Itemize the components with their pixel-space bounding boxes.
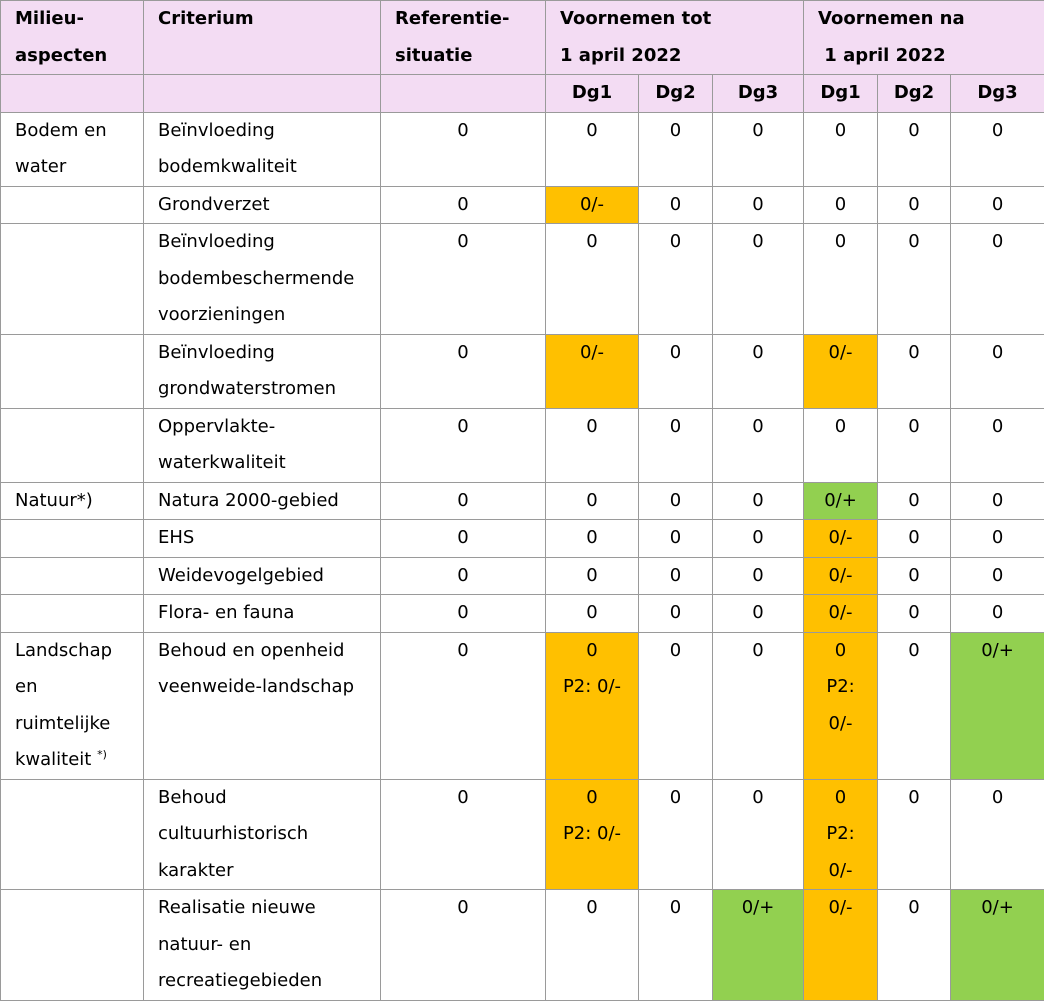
cell-na-dg2 (878, 186, 951, 224)
effect-score: 0/- (804, 595, 877, 632)
effect-score: 0 (804, 409, 877, 446)
effect-score: 0 (713, 335, 803, 372)
cell-tot-dg3 (713, 632, 804, 779)
cell-na-dg1 (804, 482, 878, 520)
criterium-line: Flora- en fauna (158, 595, 380, 632)
effect-score: 0 (381, 113, 545, 150)
effect-score: 0 (639, 113, 712, 150)
milieuaspect-line (15, 113, 143, 150)
effect-score: 0 (878, 409, 950, 446)
effect-score: 0 (713, 224, 803, 261)
criterium-line: karakter (158, 853, 380, 890)
criterium-line: EHS (158, 520, 380, 557)
cell-tot-dg1 (546, 334, 639, 408)
cell-criterium (144, 112, 381, 186)
cell-na-dg1 (804, 112, 878, 186)
subheader-empty (144, 75, 381, 113)
effect-score: 0/- (546, 335, 638, 372)
effect-score: 0 (713, 483, 803, 520)
effect-score: 0/- (804, 520, 877, 557)
cell-na-dg1 (804, 224, 878, 335)
effect-score: 0/- (804, 890, 877, 927)
cell-referentie (381, 557, 546, 595)
cell-na-dg3 (951, 632, 1044, 779)
effect-score: 0 (804, 633, 877, 670)
header-criterium-label: Criterium (158, 1, 380, 38)
cell-milieuaspect (1, 186, 144, 224)
cell-tot-dg3 (713, 112, 804, 186)
cell-na-dg1 (804, 595, 878, 633)
header-milieuaspecten-line: Milieu- (15, 1, 143, 38)
milieuaspect-line (15, 633, 143, 670)
cell-milieuaspect (1, 520, 144, 558)
effect-score: P2: (804, 816, 877, 853)
criterium-line: Oppervlakte- (158, 409, 380, 446)
cell-tot-dg1 (546, 224, 639, 335)
cell-tot-dg1 (546, 557, 639, 595)
effect-score: 0 (713, 558, 803, 595)
table-row (1, 186, 1044, 224)
effect-score: 0 (381, 409, 545, 446)
effect-score: 0 (639, 633, 712, 670)
effect-score: 0 (951, 113, 1044, 150)
cell-na-dg2 (878, 482, 951, 520)
criterium-line: recreatiegebieden (158, 963, 380, 1000)
effect-score: 0 (878, 780, 950, 817)
effect-score: 0 (951, 558, 1044, 595)
cell-na-dg2 (878, 112, 951, 186)
cell-referentie (381, 890, 546, 1001)
cell-na-dg2 (878, 520, 951, 558)
cell-na-dg2 (878, 334, 951, 408)
cell-criterium (144, 779, 381, 890)
cell-tot-dg1 (546, 482, 639, 520)
criterium-line: bodemkwaliteit (158, 149, 380, 186)
cell-tot-dg1 (546, 632, 639, 779)
cell-tot-dg2 (639, 224, 713, 335)
cell-tot-dg2 (639, 890, 713, 1001)
table-row (1, 334, 1044, 408)
effect-score: 0 (381, 595, 545, 632)
effect-score: 0 (804, 187, 877, 224)
cell-referentie (381, 632, 546, 779)
effect-score: 0 (381, 483, 545, 520)
cell-referentie (381, 595, 546, 633)
milieuaspect-text: water (15, 156, 66, 177)
table-row (1, 112, 1044, 186)
effect-score: 0 (381, 187, 545, 224)
effect-score: 0 (639, 595, 712, 632)
cell-na-dg1 (804, 890, 878, 1001)
cell-milieuaspect (1, 224, 144, 335)
subheader-dg3-tot: Dg3 (713, 75, 804, 113)
cell-na-dg1 (804, 334, 878, 408)
cell-tot-dg2 (639, 112, 713, 186)
table-body (1, 112, 1044, 1000)
cell-na-dg1 (804, 779, 878, 890)
cell-na-dg3 (951, 112, 1044, 186)
subheader-dg1-na: Dg1 (804, 75, 878, 113)
effect-score: 0 (951, 187, 1044, 224)
cell-referentie (381, 408, 546, 482)
effect-score: 0 (546, 595, 638, 632)
table-row (1, 408, 1044, 482)
cell-tot-dg2 (639, 557, 713, 595)
effect-score: 0 (878, 558, 950, 595)
header-referentiesituatie-line: situatie (395, 38, 545, 75)
effect-score: 0 (546, 483, 638, 520)
milieuaspect-text: Landschap (15, 640, 112, 661)
effect-score: 0 (639, 335, 712, 372)
effect-score: 0 (878, 335, 950, 372)
cell-na-dg1 (804, 557, 878, 595)
criterium-line: Natura 2000-gebied (158, 483, 380, 520)
table-row (1, 557, 1044, 595)
criterium-line: grondwaterstromen (158, 371, 380, 408)
milieuaspect-text: ruimtelijke (15, 713, 110, 734)
cell-na-dg1 (804, 520, 878, 558)
effect-score: 0 (878, 595, 950, 632)
header-referentiesituatie-line: Referentie- (395, 1, 545, 38)
subheader-dg2-na: Dg2 (878, 75, 951, 113)
effect-score: 0/+ (951, 890, 1044, 927)
cell-criterium (144, 595, 381, 633)
effect-score: 0 (639, 520, 712, 557)
table-row (1, 520, 1044, 558)
cell-criterium (144, 186, 381, 224)
cell-referentie (381, 779, 546, 890)
criterium-line: Behoud (158, 780, 380, 817)
header-voornemen-na-line: 1 april 2022 (818, 38, 1044, 75)
cell-referentie (381, 482, 546, 520)
table-row (1, 482, 1044, 520)
cell-tot-dg2 (639, 186, 713, 224)
effect-score: 0/+ (804, 483, 877, 520)
cell-milieuaspect (1, 112, 144, 186)
cell-tot-dg1 (546, 890, 639, 1001)
table-header (1, 1, 1044, 113)
milieuaspect-line (15, 742, 143, 779)
header-row (1, 1, 1044, 75)
effect-score: 0 (878, 113, 950, 150)
effect-score: 0/- (804, 558, 877, 595)
cell-milieuaspect (1, 334, 144, 408)
cell-tot-dg2 (639, 595, 713, 633)
cell-referentie (381, 224, 546, 335)
effect-score: 0/- (546, 187, 638, 224)
cell-referentie (381, 520, 546, 558)
header-voornemen-tot-line: Voornemen tot (560, 1, 803, 38)
cell-tot-dg1 (546, 186, 639, 224)
cell-criterium (144, 334, 381, 408)
cell-tot-dg3 (713, 890, 804, 1001)
effect-score: 0 (639, 483, 712, 520)
cell-na-dg2 (878, 632, 951, 779)
cell-na-dg3 (951, 890, 1044, 1001)
effect-score: 0 (951, 335, 1044, 372)
effect-score: 0 (546, 890, 638, 927)
milieuaspect-text: Natuur*) (15, 490, 93, 511)
effect-score: 0 (804, 113, 877, 150)
milieuaspect-line (15, 669, 143, 706)
milieuaspect-text: kwaliteit (15, 749, 97, 770)
cell-tot-dg2 (639, 334, 713, 408)
table-row (1, 595, 1044, 633)
cell-na-dg2 (878, 890, 951, 1001)
header-referentiesituatie (381, 1, 546, 75)
header-voornemen-tot-line: 1 april 2022 (560, 38, 803, 75)
cell-na-dg3 (951, 334, 1044, 408)
cell-tot-dg1 (546, 779, 639, 890)
effect-score: 0 (951, 780, 1044, 817)
cell-tot-dg2 (639, 779, 713, 890)
milieuaspect-line (15, 706, 143, 743)
header-milieuaspecten-line: aspecten (15, 38, 143, 75)
effect-score: 0 (878, 224, 950, 261)
footnote-marker: *) (97, 748, 107, 761)
cell-tot-dg2 (639, 408, 713, 482)
effect-score: 0 (713, 187, 803, 224)
cell-na-dg3 (951, 779, 1044, 890)
effect-score: 0 (951, 520, 1044, 557)
header-voornemen-tot (546, 1, 804, 75)
subheader-empty (1, 75, 144, 113)
header-voornemen-na (804, 1, 1044, 75)
effect-score: P2: (804, 669, 877, 706)
cell-criterium (144, 632, 381, 779)
effect-score: 0 (713, 595, 803, 632)
effect-score: 0 (804, 224, 877, 261)
criterium-line: Weidevogelgebied (158, 558, 380, 595)
effect-score: 0 (381, 633, 545, 670)
effect-score: 0 (878, 890, 950, 927)
cell-referentie (381, 334, 546, 408)
table-row (1, 632, 1044, 779)
cell-tot-dg3 (713, 595, 804, 633)
effect-score: 0 (639, 187, 712, 224)
effect-score: 0/- (804, 335, 877, 372)
cell-tot-dg3 (713, 520, 804, 558)
cell-tot-dg2 (639, 482, 713, 520)
cell-tot-dg3 (713, 557, 804, 595)
effect-score: 0 (381, 558, 545, 595)
effect-score: P2: 0/- (546, 669, 638, 706)
effect-score: 0 (713, 409, 803, 446)
cell-na-dg3 (951, 186, 1044, 224)
effect-score: 0 (546, 520, 638, 557)
criterium-line: Grondverzet (158, 187, 380, 224)
cell-na-dg3 (951, 408, 1044, 482)
cell-tot-dg1 (546, 520, 639, 558)
cell-tot-dg3 (713, 224, 804, 335)
effect-score: 0/+ (951, 633, 1044, 670)
cell-criterium (144, 520, 381, 558)
cell-tot-dg2 (639, 520, 713, 558)
cell-milieuaspect (1, 595, 144, 633)
criterium-line: Beïnvloeding (158, 335, 380, 372)
effect-score: P2: 0/- (546, 816, 638, 853)
effect-score: 0 (878, 187, 950, 224)
cell-na-dg3 (951, 224, 1044, 335)
effect-score: 0 (381, 890, 545, 927)
cell-criterium (144, 224, 381, 335)
cell-na-dg3 (951, 595, 1044, 633)
cell-milieuaspect (1, 557, 144, 595)
milieuaspect-line (15, 483, 143, 520)
effect-score: 0 (381, 780, 545, 817)
cell-tot-dg3 (713, 408, 804, 482)
effect-score: 0 (951, 409, 1044, 446)
effect-score: 0 (381, 520, 545, 557)
effect-score: 0 (878, 483, 950, 520)
milieuaspect-line (15, 149, 143, 186)
cell-criterium (144, 890, 381, 1001)
effect-score: 0/+ (713, 890, 803, 927)
criterium-line: veenweide-landschap (158, 669, 380, 706)
cell-na-dg2 (878, 224, 951, 335)
effect-score: 0/- (804, 706, 877, 743)
cell-tot-dg1 (546, 112, 639, 186)
cell-milieuaspect (1, 890, 144, 1001)
cell-na-dg2 (878, 779, 951, 890)
subheader-dg2-tot: Dg2 (639, 75, 713, 113)
cell-na-dg1 (804, 632, 878, 779)
effect-score: 0 (639, 890, 712, 927)
effect-score: 0/- (804, 853, 877, 890)
effect-score: 0 (878, 633, 950, 670)
effect-score: 0 (381, 335, 545, 372)
criterium-line: Realisatie nieuwe (158, 890, 380, 927)
cell-na-dg2 (878, 557, 951, 595)
cell-tot-dg3 (713, 482, 804, 520)
cell-na-dg1 (804, 408, 878, 482)
cell-tot-dg2 (639, 632, 713, 779)
effect-score: 0 (713, 780, 803, 817)
effect-score: 0 (639, 780, 712, 817)
cell-criterium (144, 557, 381, 595)
effect-score: 0 (546, 409, 638, 446)
subheader-empty (381, 75, 546, 113)
effect-score: 0 (381, 224, 545, 261)
cell-criterium (144, 482, 381, 520)
cell-na-dg2 (878, 595, 951, 633)
effect-score: 0 (546, 558, 638, 595)
cell-tot-dg1 (546, 595, 639, 633)
cell-tot-dg3 (713, 779, 804, 890)
subheader-dg1-tot: Dg1 (546, 75, 639, 113)
cell-tot-dg3 (713, 186, 804, 224)
subheader-dg3-na: Dg3 (951, 75, 1044, 113)
criterium-line: waterkwaliteit (158, 445, 380, 482)
cell-na-dg3 (951, 557, 1044, 595)
effect-score: 0 (713, 633, 803, 670)
table-row (1, 779, 1044, 890)
effect-score: 0 (951, 595, 1044, 632)
effect-score: 0 (713, 113, 803, 150)
criterium-line: cultuurhistorisch (158, 816, 380, 853)
effect-score: 0 (639, 558, 712, 595)
table-row (1, 224, 1044, 335)
subheader-row (1, 75, 1044, 113)
cell-tot-dg3 (713, 334, 804, 408)
criterium-line: natuur- en (158, 927, 380, 964)
cell-na-dg3 (951, 520, 1044, 558)
effect-score: 0 (804, 780, 877, 817)
cell-na-dg3 (951, 482, 1044, 520)
cell-referentie (381, 112, 546, 186)
cell-milieuaspect (1, 632, 144, 779)
header-voornemen-na-line: Voornemen na (818, 1, 1044, 38)
effect-score: 0 (546, 633, 638, 670)
criterium-line: voorzieningen (158, 297, 380, 334)
effect-score: 0 (951, 224, 1044, 261)
milieuaspect-text: Bodem en (15, 120, 107, 141)
cell-na-dg1 (804, 186, 878, 224)
cell-milieuaspect (1, 408, 144, 482)
effect-score: 0 (713, 520, 803, 557)
table-row (1, 890, 1044, 1001)
cell-referentie (381, 186, 546, 224)
header-milieuaspecten (1, 1, 144, 75)
milieuaspect-text: en (15, 676, 37, 697)
cell-na-dg2 (878, 408, 951, 482)
criterium-line: Beïnvloeding (158, 224, 380, 261)
effect-score: 0 (639, 409, 712, 446)
criterium-line: bodembeschermende (158, 261, 380, 298)
effect-score: 0 (878, 520, 950, 557)
cell-criterium (144, 408, 381, 482)
effect-score: 0 (546, 780, 638, 817)
cell-tot-dg1 (546, 408, 639, 482)
effect-score: 0 (546, 113, 638, 150)
cell-milieuaspect (1, 482, 144, 520)
header-criterium (144, 1, 381, 75)
effect-score: 0 (639, 224, 712, 261)
criterium-line: Behoud en openheid (158, 633, 380, 670)
cell-milieuaspect (1, 779, 144, 890)
effect-score: 0 (546, 224, 638, 261)
criterium-line: Beïnvloeding (158, 113, 380, 150)
effect-score: 0 (951, 483, 1044, 520)
